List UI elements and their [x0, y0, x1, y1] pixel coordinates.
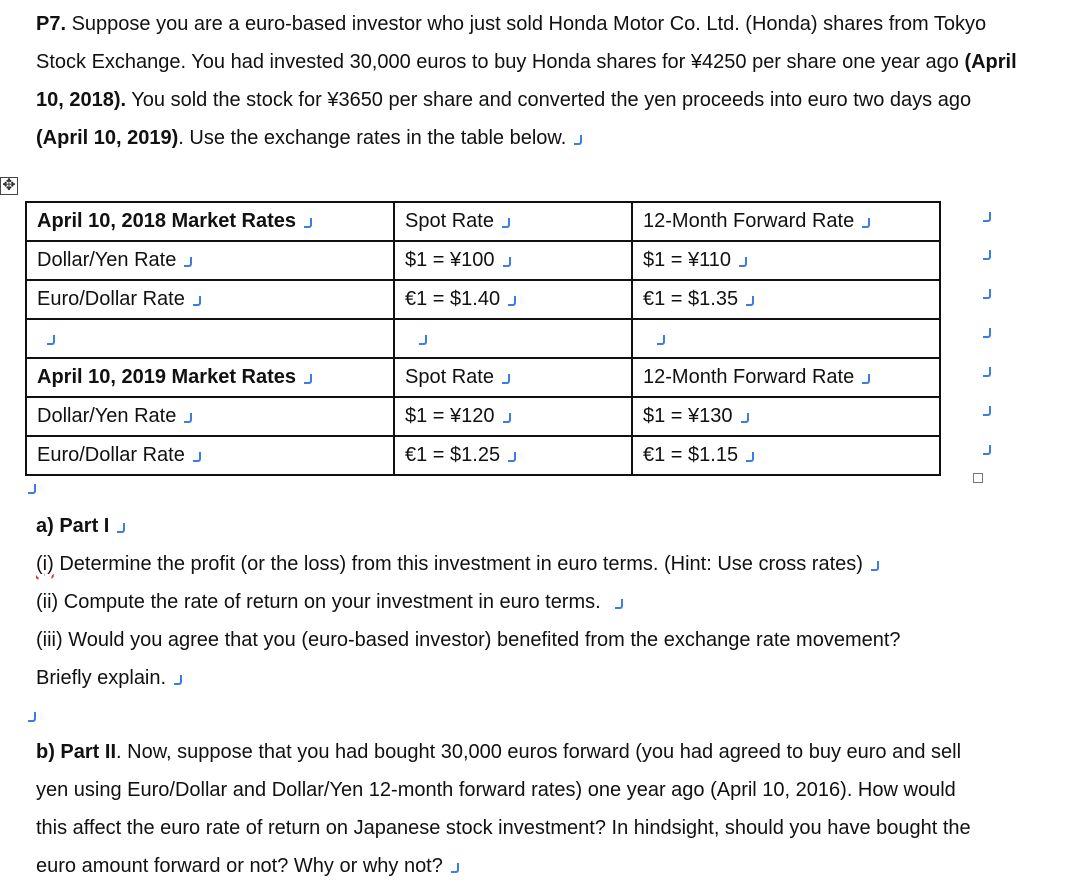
table-row [26, 436, 940, 475]
problem-intro: P7. Suppose you are a euro-based investor who just sold Honda Motor Co. Ltd. (Honda) shares from Tokyo Stock Exchange. You had invested 30,000 euros to buy Honda shares for ¥4250 per share one year ago (April 10, 2018). You sold the stock for ¥3650 per share and converted the yen proceeds into euro two days ago (April 10, 2019). Use the exchange rates in the table below. [36, 13, 1017, 149]
table-resize-handle-icon[interactable] [973, 473, 983, 483]
table-cell-c1[interactable]: April 10, 2019 Market Rates [26, 358, 394, 397]
question-ii: (ii) Compute the rate of return on your investment in euro terms. [36, 583, 1026, 621]
table-cell-c3[interactable]: $1 = ¥130 [632, 397, 940, 436]
cell-mark-icon [502, 374, 510, 384]
table-cell-c3[interactable]: €1 = $1.15 [632, 436, 940, 475]
table-row [26, 397, 940, 436]
table-cell-c1[interactable]: Euro/Dollar Rate [26, 436, 394, 475]
table-cell-c1[interactable]: Dollar/Yen Rate [26, 241, 394, 280]
paragraph-return-icon [28, 712, 36, 722]
paragraph-return-icon [28, 484, 36, 494]
row-end-mark-icon [983, 250, 991, 260]
paragraph-return-icon [117, 523, 125, 533]
table-cell-c2[interactable]: €1 = $1.25 [394, 436, 632, 475]
part-a-heading: a) Part I [36, 515, 110, 537]
table-cell-c1[interactable] [26, 319, 394, 358]
table-cell-c2[interactable]: $1 = ¥100 [394, 241, 632, 280]
question-iii: (iii) Would you agree that you (euro-based investor) benefited from the exchange rate movement? Briefly explain. [36, 629, 901, 689]
paragraph-return-icon [615, 599, 623, 609]
cell-mark-icon [746, 296, 754, 306]
table-cell-c2[interactable]: $1 = ¥120 [394, 397, 632, 436]
table-row [26, 319, 940, 358]
cell-mark-icon [508, 296, 516, 306]
cell-mark-icon [739, 257, 747, 267]
table-cell-c1[interactable]: Dollar/Yen Rate [26, 397, 394, 436]
cell-mark-icon [657, 335, 665, 345]
table-cell-c2[interactable]: Spot Rate [394, 358, 632, 397]
paragraph-return-icon [574, 135, 582, 145]
table-row [26, 280, 940, 319]
exchange-rate-table [25, 201, 941, 476]
cell-mark-icon [741, 413, 749, 423]
table-row [26, 202, 940, 241]
paragraph-return-icon [174, 675, 182, 685]
table-cell-c2[interactable]: Spot Rate [394, 202, 632, 241]
table-cell-c3[interactable] [632, 319, 940, 358]
part-b: b) Part II. Now, suppose that you had bought 30,000 euros forward (you had agreed to buy euro and sell yen using Euro/Dollar and Dollar/Yen 12-month forward rates) one year ago (April 10, 2016). How would this affect the euro rate of return on Japanese stock investment? In hindsight, should you have bought the euro amount forward or not? Why or why not? [36, 741, 971, 877]
question-i: (i) Determine the profit (or the loss) from this investment in euro terms. (Hint: Use cross rates) [36, 545, 1026, 583]
table-cell-c1[interactable]: April 10, 2018 Market Rates [26, 202, 394, 241]
table-cell-c1[interactable]: Euro/Dollar Rate [26, 280, 394, 319]
cell-mark-icon [193, 452, 201, 462]
table-move-anchor-icon[interactable]: ✥ [0, 177, 18, 195]
cell-mark-icon [502, 218, 510, 228]
cell-mark-icon [184, 413, 192, 423]
cell-mark-icon [304, 374, 312, 384]
part-a [36, 507, 1026, 697]
cell-mark-icon [47, 335, 55, 345]
row-end-mark-icon [983, 289, 991, 299]
table-cell-c3[interactable]: 12-Month Forward Rate [632, 202, 940, 241]
part-b-heading: b) Part II [36, 741, 117, 763]
row-end-mark-icon [983, 367, 991, 377]
cell-mark-icon [508, 452, 516, 462]
table-row [26, 241, 940, 280]
table-cell-c3[interactable]: €1 = $1.35 [632, 280, 940, 319]
table-row [26, 358, 940, 397]
cell-mark-icon [862, 218, 870, 228]
row-end-mark-icon [983, 406, 991, 416]
table-cell-c2[interactable] [394, 319, 632, 358]
table-cell-c3[interactable]: 12-Month Forward Rate [632, 358, 940, 397]
cell-mark-icon [503, 413, 511, 423]
cell-mark-icon [746, 452, 754, 462]
cell-mark-icon [193, 296, 201, 306]
row-end-mark-icon [983, 445, 991, 455]
cell-mark-icon [862, 374, 870, 384]
row-end-mark-icon [983, 328, 991, 338]
cell-mark-icon [304, 218, 312, 228]
problem-label: P7. [36, 13, 67, 35]
paragraph-return-icon [871, 561, 879, 571]
cell-mark-icon [184, 257, 192, 267]
table-cell-c2[interactable]: €1 = $1.40 [394, 280, 632, 319]
row-end-mark-icon [983, 212, 991, 222]
cell-mark-icon [419, 335, 427, 345]
paragraph-return-icon [451, 863, 459, 873]
cell-mark-icon [503, 257, 511, 267]
table-cell-c3[interactable]: $1 = ¥110 [632, 241, 940, 280]
